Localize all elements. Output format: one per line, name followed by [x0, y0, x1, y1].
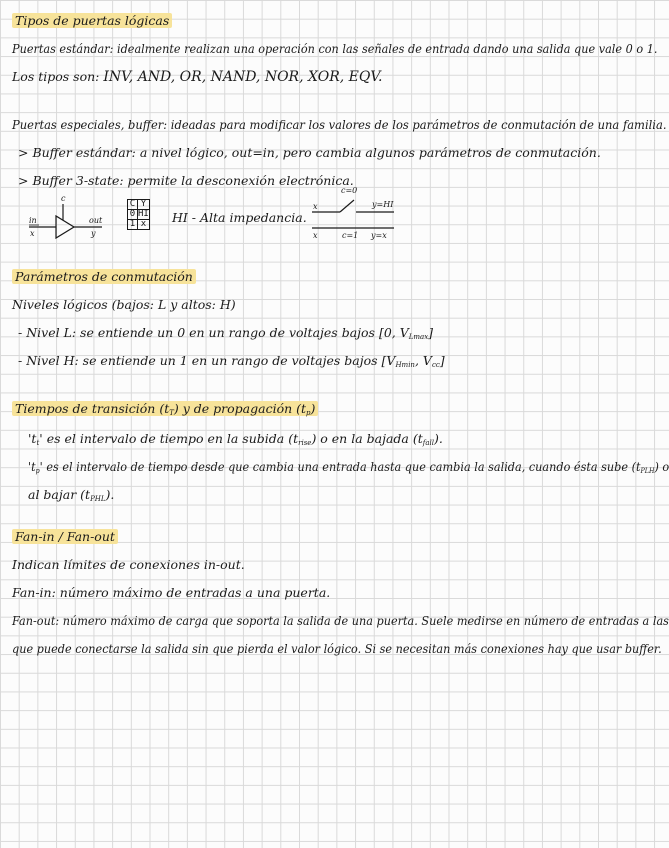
- tt-fall: fall: [422, 439, 434, 447]
- tt-definition-line: [28, 430, 591, 452]
- in-label: in: [29, 216, 37, 225]
- x-label: x: [30, 229, 35, 238]
- bullet-buffer-standard: > Buffer estándar: a nivel lógico, out=in, pero cambia algunos parámetros de conmutación.: [18, 145, 601, 160]
- truth-table-row: [128, 210, 150, 220]
- truth-cell: 1: [128, 220, 138, 230]
- tp-end: ) o: [654, 459, 669, 474]
- level-l-text: - Nivel L: se entiende un 0 en un rango de voltajes bajos [0, V: [18, 325, 409, 340]
- switch-x-top: x: [313, 202, 318, 211]
- tt-a: 't: [28, 431, 37, 446]
- timing-title-a: Tiempos de transición (t: [15, 401, 170, 416]
- level-l-sub: Lmax: [408, 333, 429, 341]
- buffer-triangle-icon: [56, 216, 74, 238]
- tp-definition-line: [28, 458, 669, 480]
- tt-c: ) o en la bajada (t: [311, 431, 423, 446]
- truth-cell: 0: [128, 210, 138, 220]
- timing-title-b: ) y de propagación (t: [173, 401, 307, 416]
- y-label: y: [91, 229, 96, 238]
- standard-gates-line: Puertas estándar: idealmente realizan una operación con las señales de entrada dando una salida que vale 0 o 1.: [12, 41, 658, 56]
- out-label: out: [89, 216, 103, 225]
- level-h-sub2: cc: [431, 361, 440, 369]
- tt-sub: t: [36, 439, 40, 447]
- switch-x-bot: x: [313, 231, 318, 240]
- switch-yx-label: y=x: [371, 231, 387, 240]
- fan-in-line: Fan-in: número máximo de entradas a una puerta.: [12, 585, 331, 600]
- truth-table-header: [128, 200, 150, 210]
- bullet-buffer-3state: > Buffer 3-state: permite la desconexión electrónica.: [18, 173, 354, 188]
- tp2-a: al bajar (t: [28, 487, 91, 502]
- hi-z-description: HI - Alta impedancia.: [172, 210, 307, 225]
- fan-out-line-2: que puede conectarse la salida sin que pierda el valor lógico. Si se necesitan más conexiones hay que usar buffer.: [12, 641, 662, 656]
- truth-table-row: [128, 220, 150, 230]
- tp-phl: PHL: [90, 495, 106, 503]
- section-title-switching: Parámetros de conmutación: [12, 268, 591, 286]
- truth-cell: Y: [138, 200, 150, 210]
- section-title-fan: Fan-in / Fan-out: [12, 528, 591, 546]
- tp-sub: p: [35, 467, 40, 475]
- timing-title-sub2: p: [306, 409, 311, 417]
- level-l-line: [18, 324, 591, 346]
- tp-plh: PLH: [640, 467, 655, 475]
- tp2-end: ).: [105, 487, 115, 502]
- level-l-end: ]: [428, 325, 434, 340]
- truth-cell: C: [128, 200, 138, 210]
- timing-title-end: ): [310, 401, 316, 416]
- switch-c1-label: c=1: [342, 231, 359, 240]
- switch-yhi-label: y=HI: [372, 200, 394, 209]
- timing-title-highlight: [12, 401, 318, 416]
- c-label: c: [61, 194, 66, 203]
- gate-types-prefix: Los tipos son:: [12, 69, 100, 84]
- switch-open-arm: [340, 200, 354, 212]
- tt-rise: rise: [298, 439, 312, 447]
- gate-types-line: [12, 68, 591, 86]
- truth-table: [127, 199, 150, 230]
- switch-c0-label: c=0: [341, 186, 358, 195]
- level-h-text: - Nivel H: se entiende un 1 en un rango de voltajes bajos [V: [18, 353, 396, 368]
- section-title-timing: [12, 400, 591, 422]
- tp-definition-line-2: [28, 486, 591, 508]
- section-title-logic-gates: Tipos de puertas lógicas: [12, 12, 591, 30]
- fan-limits-line: Indican límites de conexiones in-out.: [12, 557, 245, 572]
- tt-end: ).: [434, 431, 443, 446]
- level-h-sub: Hmin: [395, 361, 415, 369]
- truth-cell: x: [138, 220, 150, 230]
- special-gates-line: Puertas especiales, buffer: ideadas para modificar los valores de los parámetros de conmutación de una familia.: [12, 117, 667, 132]
- level-h-mid: , V: [414, 353, 432, 368]
- logic-levels-line: Niveles lógicos (bajos: L y altos: H): [12, 297, 236, 312]
- tt-b: ' es el intervalo de tiempo en la subida (t: [39, 431, 299, 446]
- fan-out-line: Fan-out: número máximo de carga que soporta la salida de una puerta. Suele medirse en número de entradas a las: [12, 613, 669, 628]
- truth-cell: HI: [138, 209, 149, 219]
- level-h-line: [18, 352, 591, 374]
- tp-a: 't: [28, 459, 36, 474]
- gate-types-list: INV, AND, OR, NAND, NOR, XOR, EQV.: [103, 69, 383, 85]
- tp-b: ' es el intervalo de tiempo desde que cambia una entrada hasta que cambia la salida, cuando ésta sube (t: [39, 459, 641, 474]
- timing-title-sub: T: [169, 409, 174, 417]
- level-h-end: ]: [439, 353, 445, 368]
